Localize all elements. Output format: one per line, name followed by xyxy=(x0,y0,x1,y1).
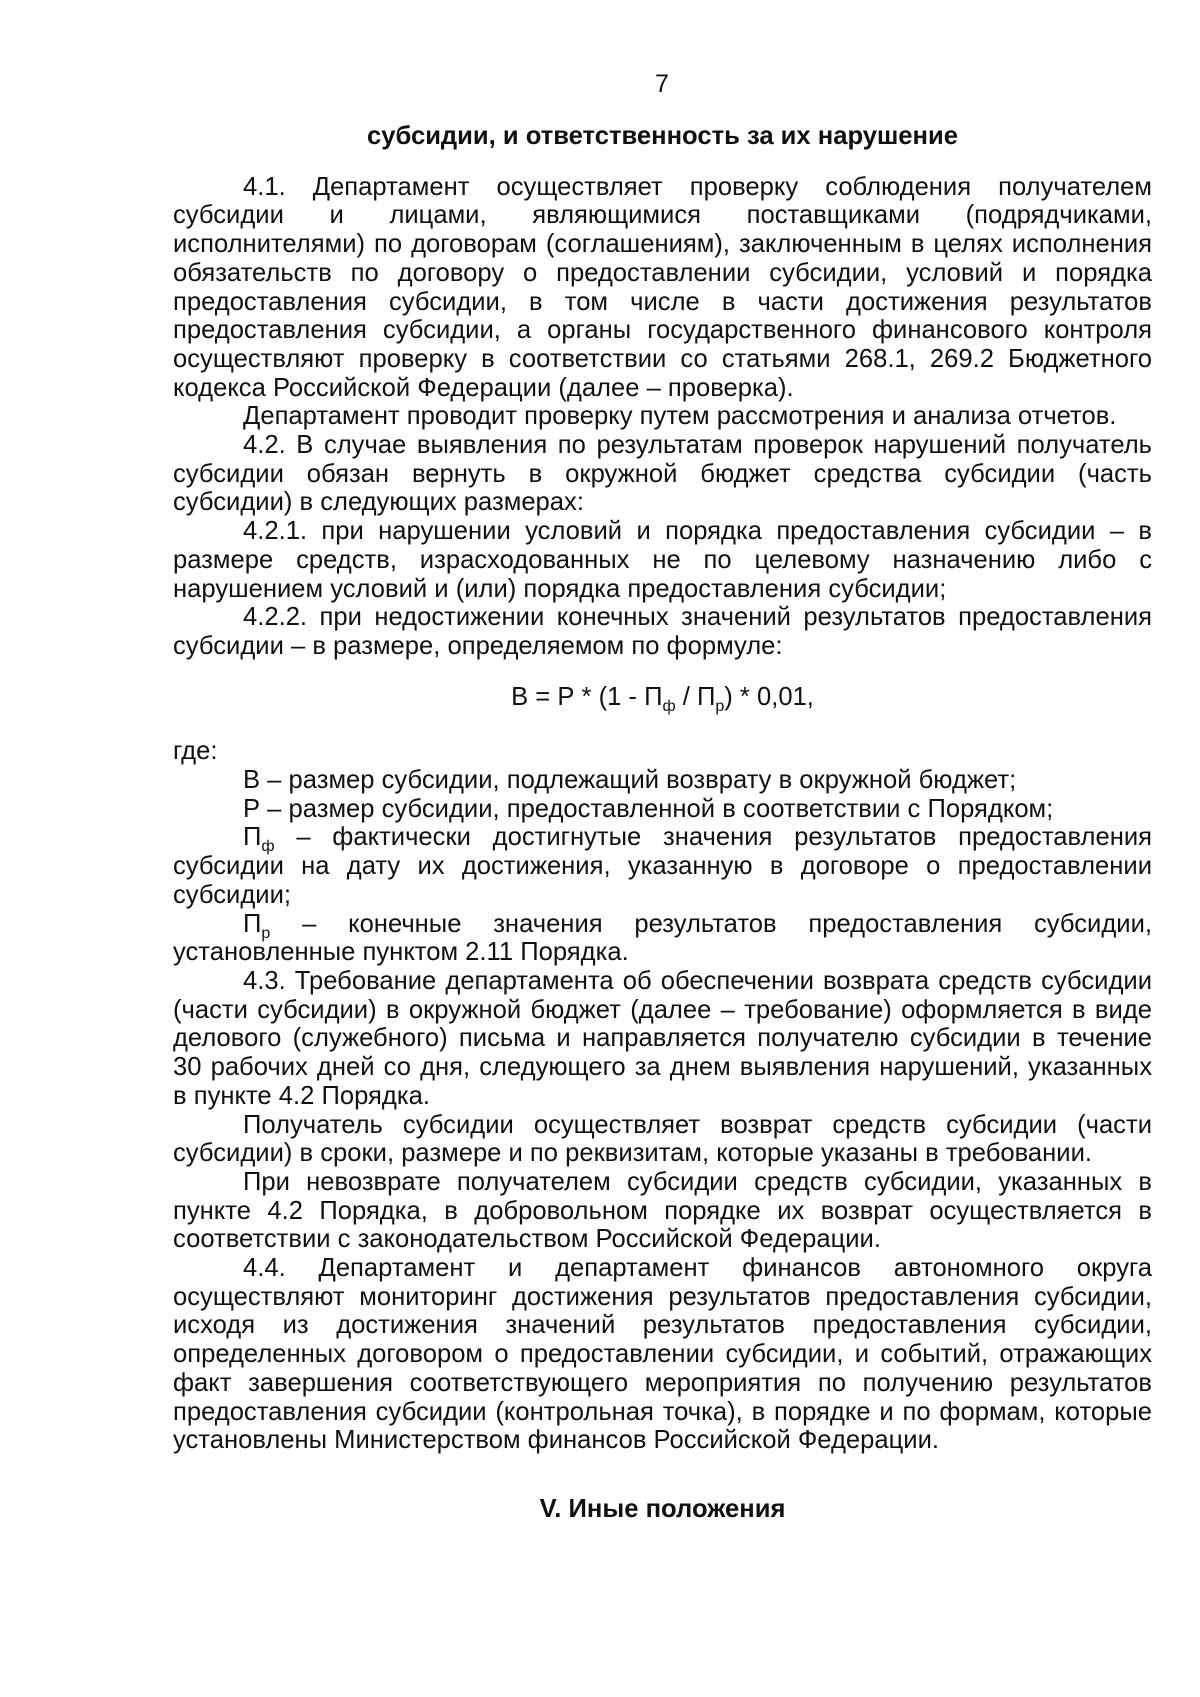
paragraph-4-3-c: При невозврате получателем субсидии средств субсидии, указанных в пункте 4.2 Порядка, в добровольном порядке их возврат осуществляется в соответствии с законодательством Российской Федерации. xyxy=(173,1167,1152,1254)
formula-part-2: / П xyxy=(675,682,716,711)
formula xyxy=(173,682,1152,715)
formula-part-1: В = Р * (1 - П xyxy=(511,682,663,711)
page-number: 7 xyxy=(655,70,669,98)
definition-v: В – размер субсидии, подлежащий возврату в окружной бюджет; xyxy=(243,766,1017,795)
where-label: где: xyxy=(173,737,218,766)
definition-pf xyxy=(173,823,1152,909)
definition-pr-text: – конечные значения результатов предоставления субсидии, установленные пунктом 2.11 Порядка. xyxy=(173,909,1152,967)
paragraph-4-2: 4.2. В случае выявления по результатам проверок нарушений получатель субсидии обязан вернуть в окружной бюджет средства субсидии (часть субсидии) в следующих размерах: xyxy=(173,431,1152,517)
section-heading-bottom: V. Иные положения xyxy=(539,1494,786,1523)
definition-pr xyxy=(173,910,1152,967)
definition-pf-sub: ф xyxy=(261,838,275,856)
paragraph-4-1: 4.1. Департамент осуществляет проверку соблюдения получателем субсидии и лицами, являющимися поставщиками (подрядчиками, исполнителями) по договорам (соглашениям), заключенным в целях исполнения обязательств по договору о предоставлении субсидии, условий и порядка предоставления субсидии, в том числе в части достижения результатов предоставления субсидии, а органы государственного финансового контроля осуществляют проверку в соответствии со статьями 268.1, 269.2 Бюджетного кодекса Российской Федерации (далее – проверка). xyxy=(173,172,1152,402)
paragraph-4-2-1: 4.2.1. при нарушении условий и порядка предоставления субсидии – в размере средств, израсходованных не по целевому назначению либо с нарушением условий и (или) порядка предоставления субсидии; xyxy=(173,517,1152,603)
formula-part-3: ) * 0,01, xyxy=(724,682,814,711)
definition-r: Р – размер субсидии, предоставленной в соответствии с Порядком; xyxy=(243,794,1054,823)
section-heading-top: субсидии, и ответственность за их нарушение xyxy=(367,122,958,150)
paragraph-4-3: 4.3. Требование департамента об обеспечении возврата средств субсидии (части субсидии) в окружной бюджет (далее – требование) оформляется в виде делового (служебного) письма и направляется получателю субсидии в течение 30 рабочих дней со дня, следующего за днем выявления нарушений, указанных в пункте 4.2 Порядка. xyxy=(173,966,1152,1110)
definition-pr-sub: р xyxy=(261,924,271,942)
document-body xyxy=(173,122,1152,1546)
definition-pr-letter: П xyxy=(243,909,262,938)
formula-sub-2: р xyxy=(715,697,725,715)
paragraph-4-3-b: Получатель субсидии осуществляет возврат средств субсидии (части субсидии) в сроки, размере и по реквизитам, которые указаны в требовании. xyxy=(173,1110,1152,1168)
definition-pf-text: – фактически достигнутые значения результатов предоставления субсидии на дату их достижения, указанную в договоре о предоставлении субсидии; xyxy=(173,823,1152,909)
paragraph-4-4: 4.4. Департамент и департамент финансов автономного округа осуществляют мониторинг достижения результатов предоставления субсидии, исходя из достижения значений результатов предоставления субсидии, определенных договором о предоставлении субсидии, и событий, отражающих факт завершения соответствующего мероприятия по получению результатов предоставления субсидии (контрольная точка), в порядке и по формам, которые установлены Министерством финансов Российской Федерации. xyxy=(173,1254,1152,1455)
paragraph-4-2-2: 4.2.2. при недостижении конечных значений результатов предоставления субсидии – в размере, определяемом по формуле: xyxy=(173,603,1152,660)
paragraph-4-1-b: Департамент проводит проверку путем рассмотрения и анализа отчетов. xyxy=(243,402,1117,431)
formula-sub-1: ф xyxy=(662,697,676,715)
definition-pf-letter: П xyxy=(243,823,262,852)
